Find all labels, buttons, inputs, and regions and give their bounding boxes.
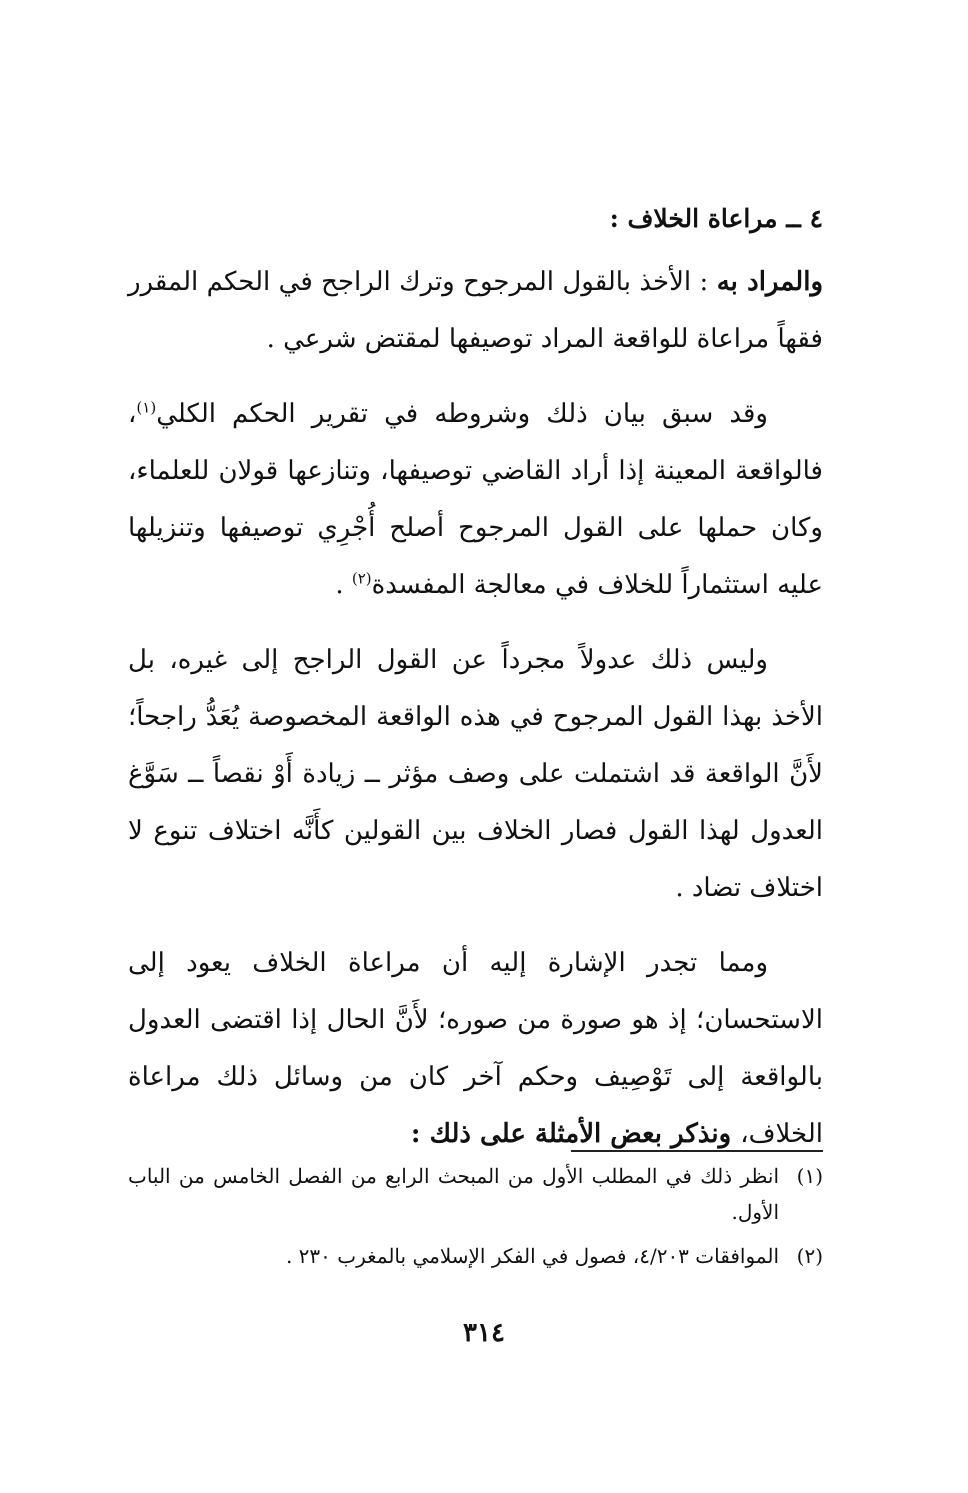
footnote-number: (٢): [796, 1244, 823, 1268]
paragraph-istihsan: [128, 935, 823, 1163]
footnote-2: [128, 1238, 823, 1274]
paragraph-previous-discussion: [128, 386, 823, 614]
paragraph-definition: [128, 254, 823, 368]
footnote-1: [128, 1158, 823, 1230]
paragraph-text: ومما تجدر الإشارة إليه أن مراعاة الخلاف يعود إلى الاستحسان؛ إذ هو صورة من صوره؛ لأَنَّ الحال إذا اقتضى العدول بالواقعة إلى تَوْصِيف وحكم آخر كان من وسائل ذلك مراعاة الخلاف،: [128, 948, 823, 1149]
paragraph-not-deviation: وليس ذلك عدولاً مجرداً عن القول الراجح إلى غيره، بل الأخذ بهذا القول المرجوح في هذه الواقعة المخصوصة يُعَدُّ راجحاً؛ لأَنَّ الواقعة قد اشتملت على وصف مؤثر ــ زيادة أَوْ نقصاً ــ سَوَّغ العدول لهذا القول فصار الخلاف بين القولين كأَنَّه اختلاف تنوع لا اختلاف تضاد .: [128, 645, 823, 903]
examples-intro: ونذكر بعض الأمثلة على ذلك :: [410, 1119, 741, 1149]
definition-text: : الأخذ بالقول المرجوح وترك الراجح في الحكم المقرر فقهاً مراعاة للواقعة المراد توصيفها لمقتض شرعي .: [128, 267, 823, 354]
footnote-number: (١): [796, 1164, 823, 1188]
footnote-ref-1: (١): [136, 398, 157, 417]
footnotes: [128, 1158, 823, 1282]
footnote-text: الموافقات ٤/٢٠٣، فصول في الفكر الإسلامي بالمغرب ٢٣٠ .: [285, 1244, 779, 1268]
section-heading: ٤ ــ مراعاة الخلاف :: [609, 204, 823, 233]
definition-lead: والمراد به: [716, 267, 823, 297]
footnote-text: انظر ذلك في المطلب الأول من المبحث الرابع من الفصل الخامس من الباب الأول.: [128, 1164, 779, 1224]
paragraph-text: ، فالواقعة المعينة إذا أراد القاضي توصيفها، وتنازعها قولان للعلماء، وكان حملها على القول المرجوح أصلح أُجْرِي توصيفها وتنزيلها عليه استثماراً للخلاف في معالجة المفسدة: [128, 399, 823, 600]
footnote-ref-2: (٢): [351, 569, 372, 588]
page-number: ٣١٤: [463, 1318, 505, 1348]
paragraph-text: وقد سبق بيان ذلك وشروطه في تقرير الحكم الكلي: [156, 399, 768, 429]
main-text-block: [128, 196, 823, 1181]
footnote-separator: [571, 1150, 823, 1152]
paragraph-text: .: [335, 570, 352, 600]
